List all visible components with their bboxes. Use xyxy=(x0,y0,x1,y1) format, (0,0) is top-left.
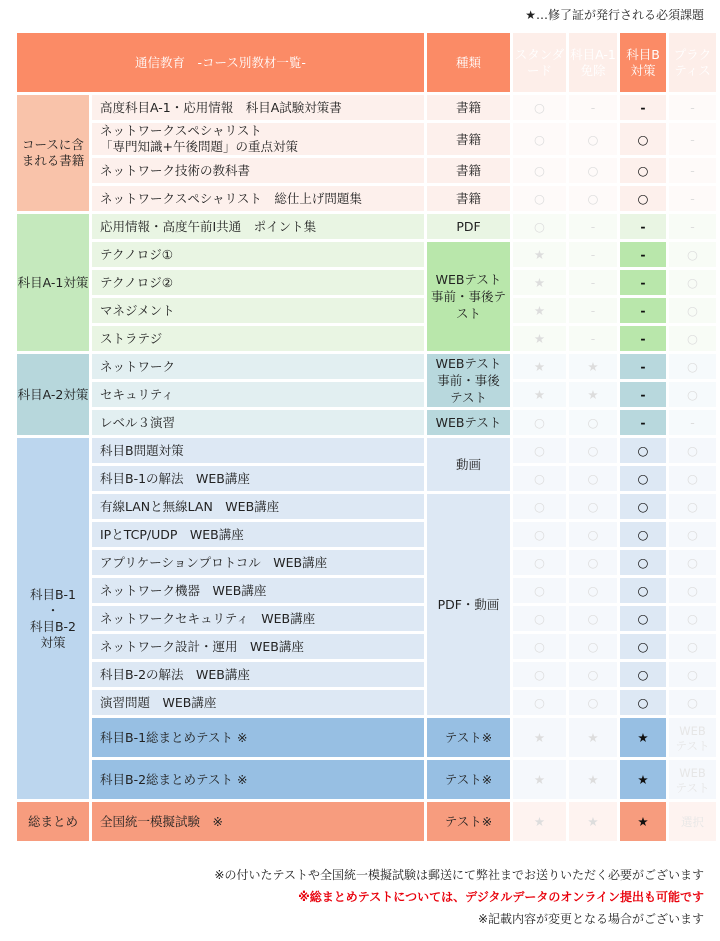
dash-icon: - xyxy=(590,303,596,318)
dash-icon: - xyxy=(590,275,596,290)
star-icon: ★ xyxy=(533,275,546,290)
mark-standard xyxy=(513,158,566,183)
material-title: 演習問題 WEB講座 xyxy=(92,690,424,715)
circle-icon: ○ xyxy=(534,611,545,626)
material-title: 科目B-1の解法 WEB講座 xyxy=(92,466,424,491)
material-type: 書籍 xyxy=(427,123,510,155)
mark-a1-exempt xyxy=(569,494,617,519)
mark-b-course xyxy=(620,494,666,519)
table-row xyxy=(17,634,716,659)
mark-standard xyxy=(513,578,566,603)
dash-icon: - xyxy=(590,100,596,115)
dash-icon: - xyxy=(690,100,695,115)
material-type: PDF xyxy=(427,214,510,239)
dash-icon: - xyxy=(640,303,646,318)
mark-standard xyxy=(513,270,566,295)
dash-icon: - xyxy=(590,331,596,346)
circle-icon: ○ xyxy=(637,555,649,570)
table-row xyxy=(17,550,716,575)
table-row xyxy=(17,298,716,323)
circle-icon: ○ xyxy=(587,415,599,430)
circle-icon: ○ xyxy=(687,359,698,374)
material-type: WEBテスト 事前・事後 テスト xyxy=(427,354,510,407)
circle-icon: ○ xyxy=(687,471,698,486)
mark-practice xyxy=(669,690,716,715)
mark-standard xyxy=(513,298,566,323)
mark-a1-exempt xyxy=(569,634,617,659)
mark-b-course xyxy=(620,298,666,323)
mark-standard xyxy=(513,690,566,715)
dash-icon: - xyxy=(640,247,646,262)
material-title: ストラテジ xyxy=(92,326,424,351)
mark-practice xyxy=(669,438,716,463)
mark-practice xyxy=(669,550,716,575)
circle-icon: ○ xyxy=(587,611,599,626)
mark-practice xyxy=(669,186,716,211)
circle-icon: ○ xyxy=(687,499,698,514)
circle-icon: ○ xyxy=(687,331,698,346)
star-icon: ★ xyxy=(533,730,546,745)
mark-practice xyxy=(669,494,716,519)
material-title: テクノロジ② xyxy=(92,270,424,295)
table-row xyxy=(17,690,716,715)
circle-icon: ○ xyxy=(637,667,649,682)
material-type: WEBテスト xyxy=(427,410,510,435)
material-type: 書籍 xyxy=(427,158,510,183)
mark-text: WEB テスト xyxy=(675,723,710,753)
header-type: 種類 xyxy=(427,33,510,92)
circle-icon: ○ xyxy=(637,131,649,147)
star-icon: ★ xyxy=(587,387,599,402)
circle-icon: ○ xyxy=(637,695,649,710)
mark-b-course xyxy=(620,634,666,659)
mark-standard xyxy=(513,606,566,631)
material-title: 高度科目A-1・応用情報 科目A試験対策書 xyxy=(92,95,424,120)
table-header xyxy=(17,33,716,92)
dash-icon: - xyxy=(690,163,695,178)
mark-a1-exempt xyxy=(569,522,617,547)
mark-b-course xyxy=(620,326,666,351)
material-title: 応用情報・高度午前Ⅰ共通 ポイント集 xyxy=(92,214,424,239)
mark-a1-exempt xyxy=(569,298,617,323)
table-row xyxy=(17,760,716,799)
circle-icon: ○ xyxy=(534,100,545,115)
circle-icon: ○ xyxy=(687,387,698,402)
circle-icon: ○ xyxy=(687,303,698,318)
material-title: ネットワーク設計・運用 WEB講座 xyxy=(92,634,424,659)
mark-practice xyxy=(669,298,716,323)
material-type: 動画 xyxy=(427,438,510,491)
mark-standard xyxy=(513,95,566,120)
mark-b-course xyxy=(620,802,666,841)
circle-icon: ○ xyxy=(534,191,545,206)
mark-b-course xyxy=(620,186,666,211)
material-title: レベル３演習 xyxy=(92,410,424,435)
circle-icon: ○ xyxy=(687,555,698,570)
star-icon: ★ xyxy=(587,814,599,829)
circle-icon: ○ xyxy=(534,499,545,514)
circle-icon: ○ xyxy=(637,471,649,486)
circle-icon: ○ xyxy=(637,583,649,598)
mark-standard xyxy=(513,438,566,463)
mark-b-course xyxy=(620,270,666,295)
circle-icon: ○ xyxy=(687,527,698,542)
mark-standard xyxy=(513,760,566,799)
mark-practice xyxy=(669,466,716,491)
mark-b-course xyxy=(620,438,666,463)
circle-icon: ○ xyxy=(534,695,545,710)
mark-b-course xyxy=(620,760,666,799)
table-row xyxy=(17,522,716,547)
mark-standard xyxy=(513,522,566,547)
table-row xyxy=(17,158,716,183)
table-row xyxy=(17,410,716,435)
material-title: ネットワークセキュリティ WEB講座 xyxy=(92,606,424,631)
mark-standard xyxy=(513,718,566,757)
star-icon: ★ xyxy=(533,814,546,829)
mark-standard xyxy=(513,354,566,379)
circle-icon: ○ xyxy=(534,667,545,682)
circle-icon: ○ xyxy=(587,443,599,458)
table-row xyxy=(17,270,716,295)
mark-b-course xyxy=(620,354,666,379)
circle-icon: ○ xyxy=(687,611,698,626)
mark-a1-exempt xyxy=(569,718,617,757)
circle-icon: ○ xyxy=(587,527,599,542)
circle-icon: ○ xyxy=(687,667,698,682)
material-title: 科目B-2の解法 WEB講座 xyxy=(92,662,424,687)
mark-a1-exempt xyxy=(569,662,617,687)
mark-b-course xyxy=(620,123,666,155)
star-icon: ★ xyxy=(637,730,649,745)
material-title: ネットワーク技術の教科書 xyxy=(92,158,424,183)
section-label: 科目A-1対策 xyxy=(17,214,89,351)
dash-icon: - xyxy=(640,331,646,346)
mark-a1-exempt xyxy=(569,354,617,379)
footnote-3: ※記載内容が変更となる場合がございます xyxy=(477,912,704,926)
mark-a1-exempt xyxy=(569,242,617,267)
mark-practice xyxy=(669,354,716,379)
table-row xyxy=(17,662,716,687)
table-row xyxy=(17,326,716,351)
circle-icon: ○ xyxy=(534,639,545,654)
circle-icon: ○ xyxy=(587,191,599,206)
circle-icon: ○ xyxy=(534,527,545,542)
mark-standard xyxy=(513,382,566,407)
circle-icon: ○ xyxy=(587,667,599,682)
circle-icon: ○ xyxy=(534,471,545,486)
star-icon: ★ xyxy=(637,772,649,787)
header-b-course: 科目B対策 xyxy=(620,33,666,92)
dash-icon: - xyxy=(640,359,646,374)
material-title: 有線LANと無線LAN WEB講座 xyxy=(92,494,424,519)
star-icon: ★ xyxy=(587,772,599,787)
material-title: 科目B問題対策 xyxy=(92,438,424,463)
mark-practice xyxy=(669,158,716,183)
mark-b-course xyxy=(620,382,666,407)
table-row xyxy=(17,802,716,841)
mark-a1-exempt xyxy=(569,410,617,435)
circle-icon: ○ xyxy=(587,131,599,147)
circle-icon: ○ xyxy=(587,639,599,654)
mark-practice xyxy=(669,718,716,757)
star-icon: ★ xyxy=(533,303,546,318)
mark-a1-exempt xyxy=(569,186,617,211)
mark-a1-exempt xyxy=(569,214,617,239)
mark-b-course xyxy=(620,466,666,491)
circle-icon: ○ xyxy=(687,583,698,598)
circle-icon: ○ xyxy=(587,499,599,514)
mark-a1-exempt xyxy=(569,158,617,183)
course-materials-table xyxy=(14,30,719,844)
dash-icon: - xyxy=(690,219,695,234)
table-row xyxy=(17,382,716,407)
circle-icon: ○ xyxy=(637,527,649,542)
dash-icon: - xyxy=(640,387,646,402)
material-title: ネットワークスペシャリスト 「専門知識+午後問題」の重点対策 xyxy=(92,123,424,155)
table-row xyxy=(17,718,716,757)
dash-icon: - xyxy=(590,219,596,234)
table-row xyxy=(17,95,716,120)
table-row xyxy=(17,494,716,519)
mark-standard xyxy=(513,214,566,239)
circle-icon: ○ xyxy=(637,163,649,178)
mark-practice xyxy=(669,606,716,631)
mark-a1-exempt xyxy=(569,578,617,603)
material-title: マネジメント xyxy=(92,298,424,323)
mark-standard xyxy=(513,242,566,267)
mark-practice xyxy=(669,522,716,547)
mark-b-course xyxy=(620,718,666,757)
circle-icon: ○ xyxy=(587,555,599,570)
mark-a1-exempt xyxy=(569,95,617,120)
mark-a1-exempt xyxy=(569,606,617,631)
mark-standard xyxy=(513,494,566,519)
circle-icon: ○ xyxy=(687,639,698,654)
mark-a1-exempt xyxy=(569,270,617,295)
mark-a1-exempt xyxy=(569,123,617,155)
dash-icon: - xyxy=(690,131,695,147)
star-icon: ★ xyxy=(533,359,546,374)
circle-icon: ○ xyxy=(587,471,599,486)
mark-a1-exempt xyxy=(569,382,617,407)
mark-standard xyxy=(513,186,566,211)
mark-standard xyxy=(513,410,566,435)
mark-practice xyxy=(669,214,716,239)
mark-standard xyxy=(513,662,566,687)
mark-practice xyxy=(669,382,716,407)
circle-icon: ○ xyxy=(534,163,545,178)
circle-icon: ○ xyxy=(534,219,545,234)
table-row xyxy=(17,354,716,379)
mark-a1-exempt xyxy=(569,326,617,351)
material-type: WEBテスト 事前・事後テスト xyxy=(427,242,510,351)
mark-practice xyxy=(669,95,716,120)
dash-icon: - xyxy=(640,415,646,430)
material-title: アプリケーションプロトコル WEB講座 xyxy=(92,550,424,575)
material-type: テスト※ xyxy=(427,802,510,841)
material-title: 科目B-1総まとめテスト ※ xyxy=(92,718,424,757)
footnote-1: ※の付いたテストや全国統一模擬試験は郵送にて弊社までお送りいただく必要がございます xyxy=(214,868,704,882)
mark-practice xyxy=(669,242,716,267)
material-title: ネットワーク xyxy=(92,354,424,379)
mark-b-course xyxy=(620,522,666,547)
circle-icon: ○ xyxy=(687,275,698,290)
mark-b-course xyxy=(620,606,666,631)
mark-standard xyxy=(513,466,566,491)
mark-a1-exempt xyxy=(569,438,617,463)
table-row xyxy=(17,438,716,463)
circle-icon: ○ xyxy=(687,695,698,710)
mark-b-course xyxy=(620,158,666,183)
mark-b-course xyxy=(620,662,666,687)
material-type: 書籍 xyxy=(427,95,510,120)
material-title: テクノロジ① xyxy=(92,242,424,267)
star-icon: ★ xyxy=(533,247,546,262)
material-title: セキュリティ xyxy=(92,382,424,407)
mark-b-course xyxy=(620,690,666,715)
circle-icon: ○ xyxy=(534,583,545,598)
dash-icon: - xyxy=(640,275,646,290)
section-label: コースに含まれる書籍 xyxy=(17,95,89,211)
table-row xyxy=(17,606,716,631)
circle-icon: ○ xyxy=(587,583,599,598)
table-row xyxy=(17,186,716,211)
table-row xyxy=(17,578,716,603)
star-icon: ★ xyxy=(533,331,546,346)
material-type: テスト※ xyxy=(427,760,510,799)
legend-note: ★…修了証が発行される必須課題 xyxy=(525,8,704,22)
mark-standard xyxy=(513,634,566,659)
circle-icon: ○ xyxy=(534,131,545,147)
mark-a1-exempt xyxy=(569,690,617,715)
circle-icon: ○ xyxy=(534,555,545,570)
mark-standard xyxy=(513,550,566,575)
circle-icon: ○ xyxy=(637,191,649,206)
material-title: ネットワークスペシャリスト 総仕上げ問題集 xyxy=(92,186,424,211)
mark-b-course xyxy=(620,410,666,435)
footnote-2: ※総まとめテストについては、デジタルデータのオンライン提出も可能です xyxy=(298,890,704,904)
table-row xyxy=(17,466,716,491)
mark-b-course xyxy=(620,95,666,120)
mark-practice xyxy=(669,270,716,295)
mark-text: 選択 xyxy=(681,815,704,829)
circle-icon: ○ xyxy=(534,443,545,458)
material-type: テスト※ xyxy=(427,718,510,757)
circle-icon: ○ xyxy=(637,639,649,654)
mark-b-course xyxy=(620,242,666,267)
material-type: PDF・動画 xyxy=(427,494,510,715)
mark-practice xyxy=(669,760,716,799)
mark-practice xyxy=(669,578,716,603)
circle-icon: ○ xyxy=(637,499,649,514)
mark-b-course xyxy=(620,550,666,575)
circle-icon: ○ xyxy=(687,247,698,262)
mark-standard xyxy=(513,326,566,351)
material-title: 全国統一模擬試験 ※ xyxy=(92,802,424,841)
circle-icon: ○ xyxy=(534,415,545,430)
star-icon: ★ xyxy=(533,772,546,787)
star-icon: ★ xyxy=(637,814,649,829)
material-title: 科目B-2総まとめテスト ※ xyxy=(92,760,424,799)
circle-icon: ○ xyxy=(637,443,649,458)
table-row xyxy=(17,123,716,155)
star-icon: ★ xyxy=(587,359,599,374)
circle-icon: ○ xyxy=(637,611,649,626)
mark-a1-exempt xyxy=(569,466,617,491)
dash-icon: - xyxy=(640,100,646,115)
mark-practice xyxy=(669,326,716,351)
star-icon: ★ xyxy=(587,730,599,745)
dash-icon: - xyxy=(590,247,596,262)
dash-icon: - xyxy=(640,219,646,234)
header-a1-exempt: 科目A-1免除 xyxy=(569,33,617,92)
mark-b-course xyxy=(620,214,666,239)
material-title: ネットワーク機器 WEB講座 xyxy=(92,578,424,603)
table-row xyxy=(17,242,716,267)
mark-a1-exempt xyxy=(569,760,617,799)
dash-icon: - xyxy=(690,191,695,206)
mark-b-course xyxy=(620,578,666,603)
table-row xyxy=(17,214,716,239)
circle-icon: ○ xyxy=(587,163,599,178)
header-standard: スタンダード xyxy=(513,33,566,92)
material-title: IPとTCP/UDP WEB講座 xyxy=(92,522,424,547)
dash-icon: - xyxy=(690,415,695,430)
circle-icon: ○ xyxy=(687,443,698,458)
mark-standard xyxy=(513,802,566,841)
material-type: 書籍 xyxy=(427,186,510,211)
section-label: 科目A-2対策 xyxy=(17,354,89,435)
section-label: 総まとめ xyxy=(17,802,89,841)
mark-text: WEB テスト xyxy=(675,765,710,795)
mark-practice xyxy=(669,802,716,841)
mark-a1-exempt xyxy=(569,802,617,841)
mark-practice xyxy=(669,662,716,687)
mark-practice xyxy=(669,634,716,659)
header-title: 通信教育 -コース別教材一覧- xyxy=(17,33,424,92)
header-practice: プラクティス xyxy=(669,33,716,92)
circle-icon: ○ xyxy=(587,695,599,710)
section-label: 科目B-1 ・ 科目B-2 対策 xyxy=(17,438,89,799)
mark-practice xyxy=(669,410,716,435)
star-icon: ★ xyxy=(533,387,546,402)
mark-practice xyxy=(669,123,716,155)
mark-standard xyxy=(513,123,566,155)
mark-a1-exempt xyxy=(569,550,617,575)
